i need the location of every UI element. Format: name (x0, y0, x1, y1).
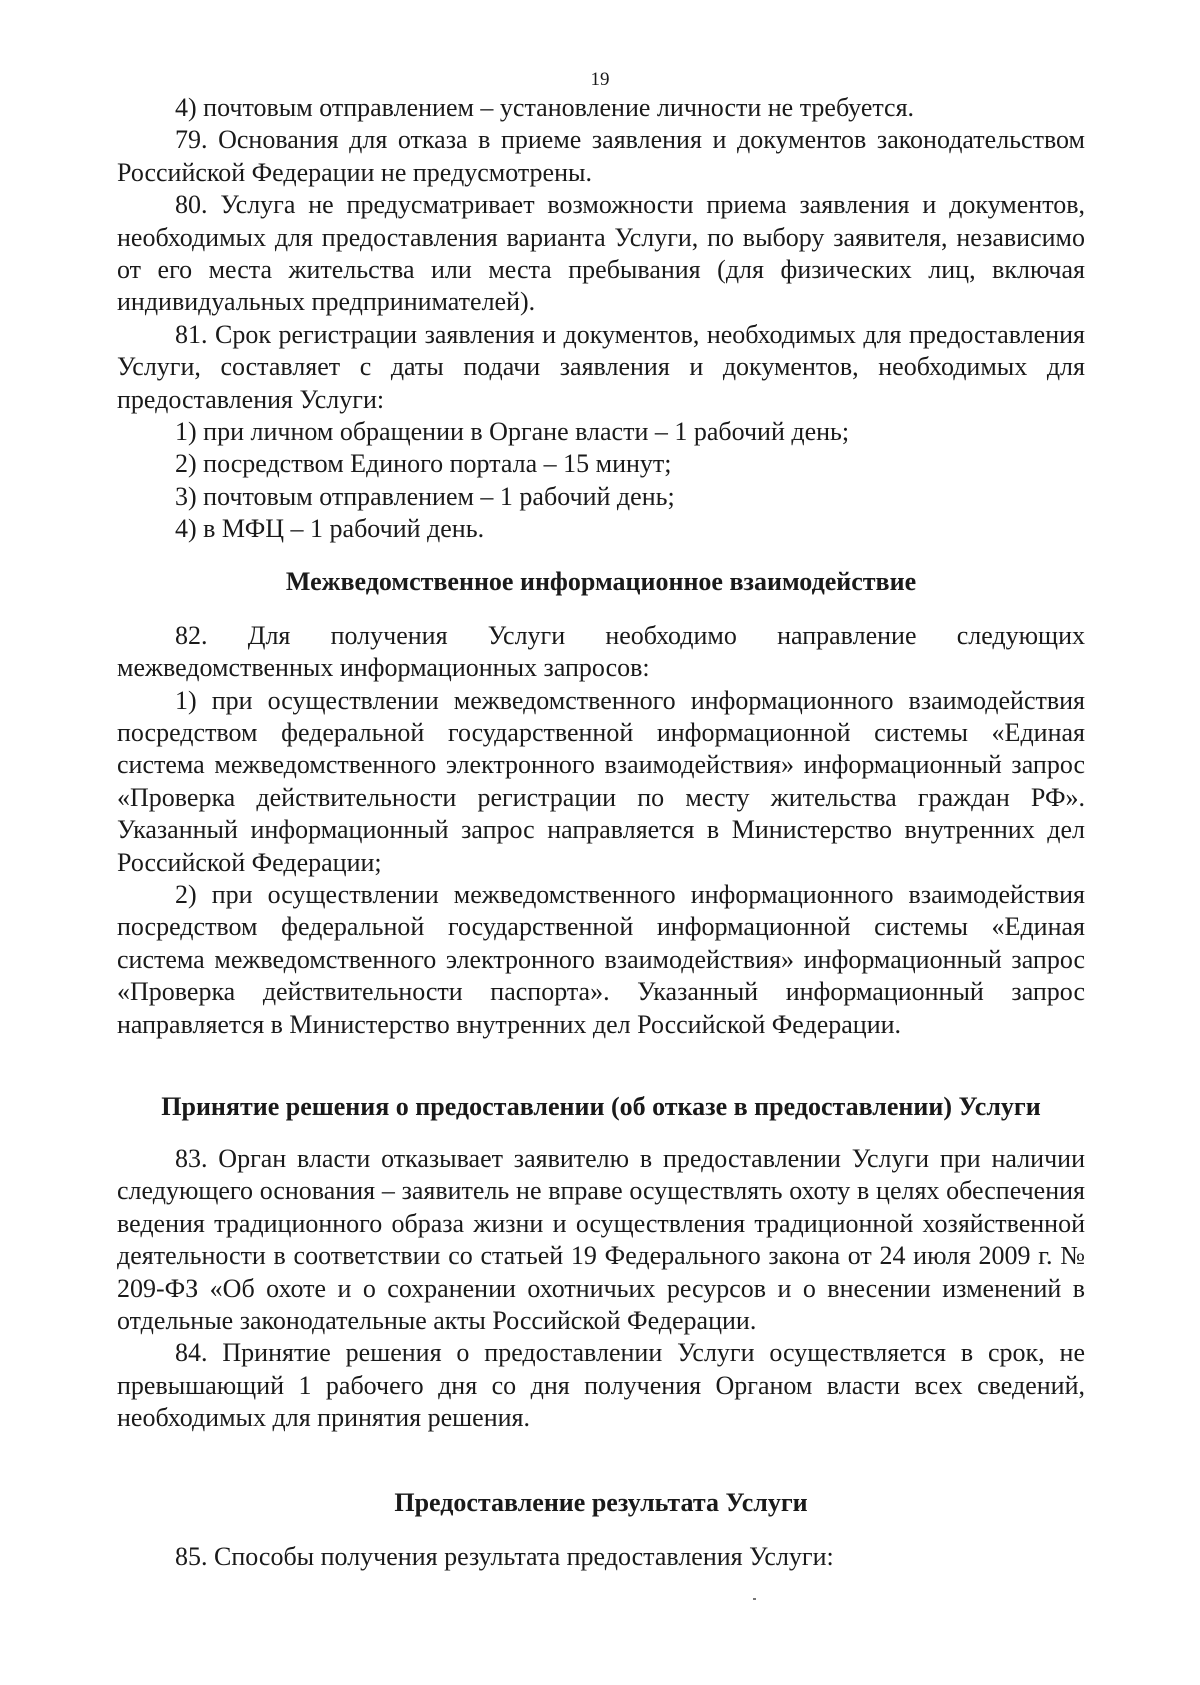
paragraph-85: 85. Способы получения результата предоставления Услуги: (175, 1541, 834, 1571)
document-body (117, 92, 1085, 1573)
paragraph-80: 80. Услуга не предусматривает возможности приема заявления и документов, необходимых для предоставления варианта Услуги, по выбору заявителя, независимо от его места жительства или места пребывания (для физических лиц, включая индивидуальных предпринимателей). (117, 190, 1085, 317)
section-heading-decision: Принятие решения о предоставлении (об отказе в предоставлении) Услуги (161, 1091, 1041, 1121)
section-heading-result: Предоставление результата Услуги (394, 1487, 808, 1517)
paragraph-81-item-1: 1) при личном обращении в Органе власти – 1 рабочий день; (175, 417, 850, 447)
paragraph-81-item-3: 3) почтовым отправлением – 1 рабочий день; (175, 481, 675, 511)
paragraph-84: 84. Принятие решения о предоставлении Услуги осуществляется в срок, не превышающий 1 рабочего дня со дня получения Органом власти всех сведений, необходимых для принятия решения. (117, 1338, 1085, 1433)
paragraph-83: 83. Орган власти отказывает заявителю в предоставлении Услуги при наличии следующего основания – заявитель не вправе осуществлять охоту в целях обеспечения ведения традиционного образа жизни и осуществления традиционной хозяйственной деятельности в соответствии со статьей 19 Федерального закона от 24 июля 2009 г. № 209-ФЗ «Об охоте и о сохранении охотничьих ресурсов и о внесении изменений в отдельные законодательные акты Российской Федерации. (117, 1143, 1085, 1335)
paragraph-81-item-4: 4) в МФЦ – 1 рабочий день. (175, 514, 485, 544)
paragraph-79: 79. Основания для отказа в приеме заявления и документов законодательством Российской Федерации не предусмотрены. (117, 125, 1085, 187)
paragraph-81-item-2: 2) посредством Единого портала – 15 минут; (175, 449, 672, 479)
paragraph-82-item-1: 1) при осуществлении межведомственного информационного взаимодействия посредством федеральной государственной информационной системы «Единая система межведомственного электронного взаимодействия» информационный запрос «Проверка действительности регистрации по месту жительства граждан РФ». Указанный информационный запрос направляется в Министерство внутренних дел Российской Федерации; (117, 685, 1085, 877)
scan-artifact-dot (753, 1598, 756, 1600)
section-heading-interagency: Межведомственное информационное взаимодействие (285, 566, 917, 596)
paragraph-item-4-postal: 4) почтовым отправлением – установление личности не требуется. (175, 93, 915, 122)
paragraph-82: 82. Для получения Услуги необходимо направление следующих межведомственных информационных запросов: (117, 620, 1085, 683)
page-number: 19 (590, 69, 610, 90)
paragraph-81: 81. Срок регистрации заявления и документов, необходимых для предоставления Услуги, составляет с даты подачи заявления и документов, необходимых для предоставления Услуги: (117, 319, 1085, 414)
paragraph-82-item-2: 2) при осуществлении межведомственного информационного взаимодействия посредством федеральной государственной информационной системы «Единая система межведомственного электронного взаимодействия» информационный запрос «Проверка действительности паспорта». Указанный информационный запрос направляется в Министерство внутренних дел Российской Федерации. (117, 879, 1085, 1039)
